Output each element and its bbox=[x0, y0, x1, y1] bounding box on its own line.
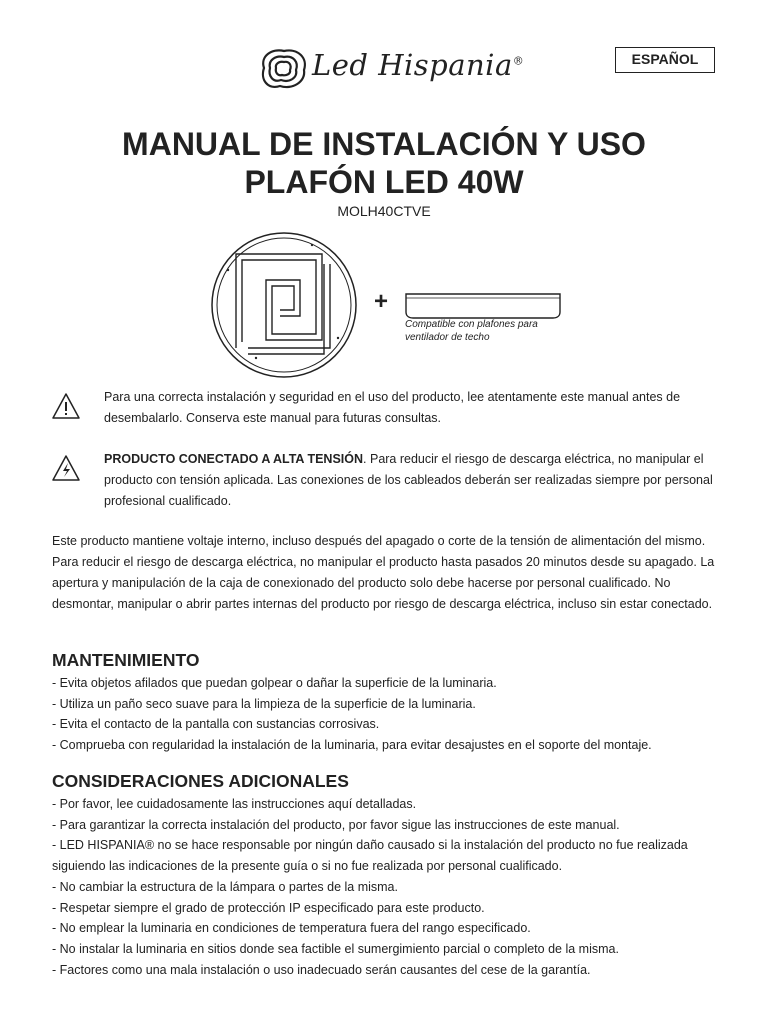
list-item: - Evita el contacto de la pantalla con sustancias corrosivas. bbox=[52, 717, 380, 732]
list-item: - Por favor, lee cuidadosamente las instrucciones aquí detalladas. bbox=[52, 797, 417, 811]
list-item: - No instalar la luminaria en sitios donde sea factible el sumergimiento parcial o completo de la misma. bbox=[52, 941, 619, 956]
maintenance-list bbox=[52, 673, 732, 756]
brand-name: Led Hispania® bbox=[312, 48, 525, 82]
maintenance-heading: MANTENIMIENTO bbox=[52, 650, 200, 670]
list-item: - Factores como una mala instalación o uso inadecuado serán causantes del cese de la garantía. bbox=[52, 962, 591, 977]
brand-logo-icon bbox=[258, 46, 310, 92]
list-item: - Evita objetos afilados que puedan golpear o dañar la superficie de la luminaria. bbox=[52, 676, 497, 690]
additional-list bbox=[52, 794, 732, 980]
language-badge: ESPAÑOL bbox=[615, 47, 715, 73]
plus-sign: + bbox=[374, 288, 389, 315]
fan-light-side-view bbox=[403, 290, 563, 320]
list-item: - Comprueba con regularidad la instalación de la luminaria, para evitar desajustes en el soporte del montaje. bbox=[52, 738, 652, 753]
model-code: MOLH40CTVE bbox=[337, 203, 431, 219]
ceiling-light-top-view bbox=[208, 230, 360, 380]
list-item: - No cambiar la estructura de la lámpara o partes de la misma. bbox=[52, 879, 398, 894]
warning-text-read-manual: Para una correcta instalación y seguridad en el uso del producto, lee atentamente este manual antes de desembalarlo. Conserva este manual para futuras consultas. bbox=[104, 390, 681, 425]
additional-heading: CONSIDERACIONES ADICIONALES bbox=[52, 771, 349, 791]
page-title-line2: PLAFÓN LED 40W bbox=[244, 164, 524, 200]
list-item: - No emplear la luminaria en condiciones de temperatura fuera del rango especificado. bbox=[52, 921, 531, 936]
diagram-caption: Compatible con plafones para ventilador de techo bbox=[405, 319, 538, 343]
list-item: - Para garantizar la correcta instalación del producto, por favor sigue las instrucciones de este manual. bbox=[52, 817, 620, 832]
page-title-line1: MANUAL DE INSTALACIÓN Y USO bbox=[122, 126, 646, 162]
list-item: - Respetar siempre el grado de protección IP especificado para este producto. bbox=[52, 900, 485, 915]
warning-triangle-icon bbox=[51, 392, 81, 420]
list-item: - LED HISPANIA® no se hace responsable por ningún daño causado si la instalación del producto no fue realizada siguiendo las indicaciones de la presente guía o si no fue realizada por personal cualificado. bbox=[52, 838, 688, 874]
intro-paragraph: Este producto mantiene voltaje interno, incluso después del apagado o corte de la tensión de alimentación del mismo. Para reducir el riesgo de descarga eléctrica, no manipular el producto hasta pasados 20 minutos desde su apagado. La apertura y manipulación de la caja de conexionado del producto solo debe hacerse por personal cualificado. No desmontar, manipular o abrir partes internas del producto por riesgo de descarga eléctrica, incluso sin estar conectado. bbox=[52, 534, 715, 611]
list-item: - Utiliza un paño seco suave para la limpieza de la superficie de la luminaria. bbox=[52, 696, 476, 711]
high-voltage-icon bbox=[51, 454, 81, 482]
warning-text-high-voltage: PRODUCTO CONECTADO A ALTA TENSIÓN. Para reducir el riesgo de descarga eléctrica, no manipular el producto con tensión aplicada. Las conexiones de los cableados deberán ser realizadas siempre por personal profesional cualificado. bbox=[104, 452, 713, 508]
